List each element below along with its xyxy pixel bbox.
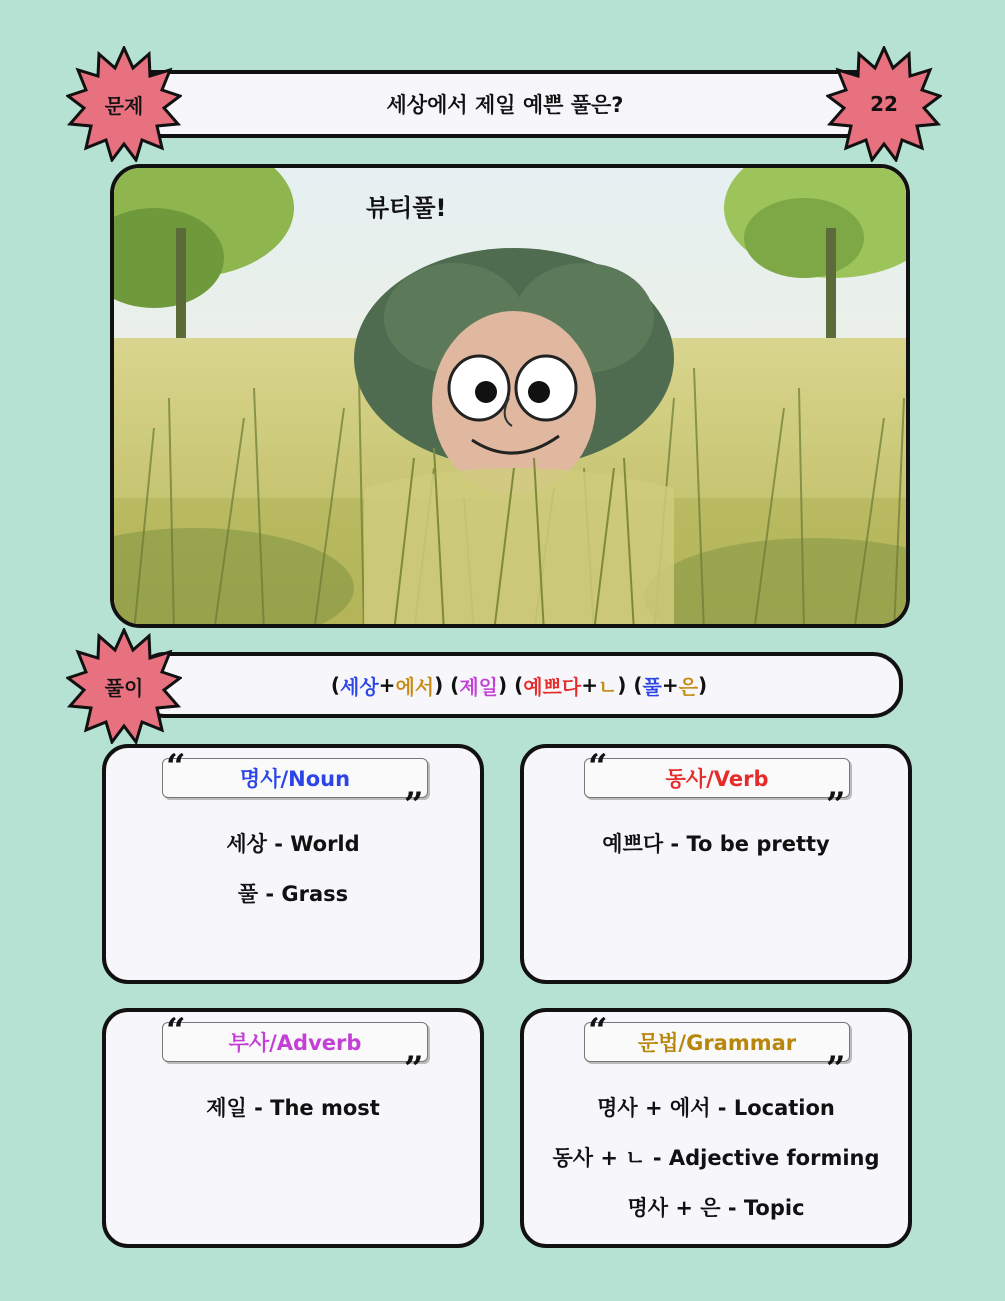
solution-badge	[66, 628, 182, 744]
illustration-panel	[110, 164, 910, 628]
adverb-line-1: 제일 - The most	[206, 1096, 380, 1120]
grass-character-illustration-icon	[114, 168, 910, 628]
noun-line-1: 세상 - World	[226, 832, 360, 856]
open-quote-icon: “	[588, 1011, 608, 1051]
solution-part: 풀	[642, 674, 662, 699]
solution-part: 은	[678, 674, 698, 699]
grammar-card-title: 문법/Grammar	[584, 1022, 850, 1062]
solution-part: ) (	[434, 673, 460, 697]
noun-line-2: 풀 - Grass	[237, 882, 349, 906]
grammar-line-2: 동사 + ㄴ - Adjective forming	[552, 1146, 880, 1170]
solution-part: ㄴ	[597, 674, 618, 699]
solution-part: 제일	[459, 674, 498, 699]
solution-part: +	[581, 673, 598, 697]
solution-part: +	[378, 673, 396, 697]
verb-card	[520, 744, 912, 984]
question-badge-label: 문제	[104, 93, 144, 118]
solution-badge-label: 풀이	[104, 675, 144, 700]
solution-part: ) (	[497, 673, 524, 697]
close-quote-icon: ”	[826, 1049, 846, 1089]
solution-part: (	[330, 673, 341, 697]
close-quote-icon: ”	[826, 785, 846, 825]
grammar-line-3: 명사 + 은 - Topic	[627, 1196, 805, 1220]
solution-part: 예쁘다	[523, 674, 582, 699]
solution-part: )	[697, 673, 708, 697]
question-number: 22	[870, 92, 898, 116]
grammar-card	[520, 1008, 912, 1248]
adverb-card	[102, 1008, 484, 1248]
speech-caption: 뷰티풀!	[366, 194, 447, 222]
close-quote-icon: ”	[404, 1049, 424, 1089]
verb-card-title: 동사/Verb	[584, 758, 850, 798]
open-quote-icon: “	[588, 747, 608, 787]
open-quote-icon: “	[166, 1011, 186, 1051]
close-quote-icon: ”	[404, 785, 424, 825]
solution-part: ) (	[617, 673, 643, 697]
solution-part: +	[661, 673, 679, 697]
solution-part: 세상	[340, 674, 379, 699]
grammar-line-1: 명사 + 에서 - Location	[597, 1096, 835, 1120]
adverb-card-title: 부사/Adverb	[162, 1022, 428, 1062]
question-number-badge	[826, 46, 942, 162]
noun-card-title: 명사/Noun	[162, 758, 428, 798]
solution-part: 에서	[395, 674, 435, 699]
open-quote-icon: “	[166, 747, 186, 787]
verb-line-1: 예쁘다 - To be pretty	[602, 832, 830, 856]
question-badge	[66, 46, 182, 162]
noun-card	[102, 744, 484, 984]
question-bar	[140, 70, 870, 138]
question-title: 세상에서 제일 예쁜 풀은?	[386, 93, 624, 117]
solution-breakdown	[135, 652, 903, 718]
